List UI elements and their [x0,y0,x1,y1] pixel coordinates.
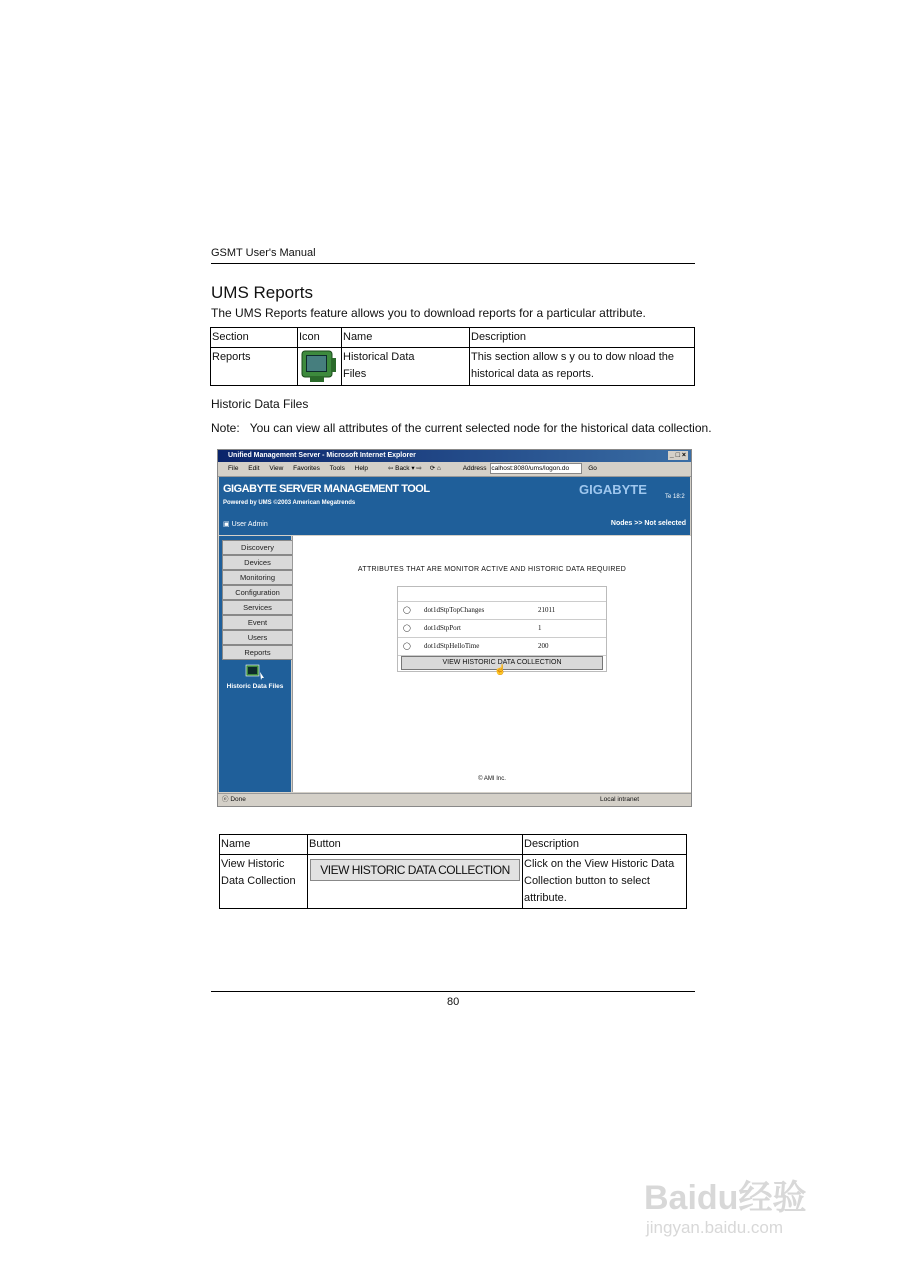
header-rule [211,263,695,264]
attribute-name: dot1dStpHelloTime [424,642,480,650]
th-description: Description [523,835,687,855]
status-text: Done [230,796,246,803]
note-text: You can view all attributes of the current selected node for the historical data collection. [249,421,712,435]
cell-name-line1: View Historic [221,858,285,870]
attribute-name: dot1dStpPort [424,624,461,632]
th-section: Section [211,328,298,348]
brand-logo: GIGABYTE [579,482,647,497]
cell-name-line2: Files [343,368,367,380]
user-icon: ▣ [223,521,230,528]
attribute-value: 1 [538,624,542,632]
app-banner [219,477,690,535]
footer-rule [211,991,695,992]
report-monitor-icon[interactable] [245,664,265,685]
cell-desc-line2: Collection button to select attribute. [524,875,650,904]
breadcrumb[interactable]: Nodes >> Not selected [610,520,686,527]
browser-screenshot [217,449,692,807]
banner-subtitle: Powered by UMS ©2003 American Megatrends [223,500,356,506]
reports-table [210,327,695,386]
ie-icon: ⓔ [222,796,229,803]
cell-name [220,855,308,909]
content-pane [292,536,691,792]
content-footer: © AMI Inc. [478,776,506,782]
refresh-icon[interactable]: ⟳ ⌂ [429,465,441,472]
page-number: 80 [447,996,460,1008]
cell-button [308,855,523,909]
address-input[interactable]: calhost:8080/ums/logon.do [490,463,582,474]
radio-button[interactable]: ◯ [403,607,411,614]
brand-sub: Te 18:2 [665,494,685,500]
watermark-logo: Baidu经验 [644,1179,807,1217]
menu-file[interactable]: File [228,465,239,472]
radio-button[interactable]: ◯ [403,625,411,632]
monitor-icon [298,348,338,385]
cell-description [470,348,695,386]
nav-monitoring[interactable]: Monitoring [222,570,293,585]
cell-icon [298,348,342,386]
watermark-url: jingyan.baidu.com [646,1218,784,1237]
menu-favorites[interactable]: Favorites [293,465,320,472]
th-button: Button [308,835,523,855]
go-button[interactable]: Go [588,465,597,472]
th-name: Name [220,835,308,855]
window-controls[interactable]: _ □ × [669,452,686,459]
view-historic-button[interactable]: VIEW HISTORIC DATA COLLECTION [401,656,603,670]
nav-services[interactable]: Services [222,600,293,615]
attribute-value: 21011 [538,606,556,614]
attribute-row [398,638,606,656]
note-label: Note: [211,421,240,435]
nav-devices[interactable]: Devices [222,555,293,570]
cell-description [523,855,687,909]
nav-users[interactable]: Users [222,630,293,645]
nav-discovery[interactable]: Discovery [222,540,293,555]
banner-title: GIGABYTE SERVER MANAGEMENT TOOL [223,483,430,495]
th-description: Description [470,328,695,348]
back-button[interactable]: ⇦ Back ▾ ⇨ [387,465,422,472]
view-historic-sample-button[interactable]: VIEW HISTORIC DATA COLLECTION [310,859,520,881]
subsection-title: Historic Data Files [211,397,309,411]
intranet-label: Local intranet [600,796,640,803]
cell-desc-line1: Click on the View Historic Data [524,858,675,870]
cell-desc-line2: historical data as reports. [471,368,594,380]
note [211,421,712,435]
th-name: Name [342,328,470,348]
menu-tools[interactable]: Tools [329,465,345,472]
cursor-icon: ☝ [494,665,507,676]
cell-name-line2: Data Collection [221,875,296,887]
section-title: UMS Reports [211,283,314,302]
cell-name-line1: Historical Data [343,351,415,363]
status-bar [218,793,691,806]
cell-section: Reports [211,348,298,386]
attribute-header-row [398,587,606,602]
cell-name [342,348,470,386]
intro-text: The UMS Reports feature allows you to download reports for a particular attribute. [211,306,646,320]
attribute-row [398,602,606,620]
menu-help[interactable]: Help [354,465,369,472]
window-titlebar [218,450,691,462]
window-title: Unified Management Server - Microsoft Internet Explorer [228,452,416,459]
menu-bar [218,462,691,477]
side-icon-label[interactable]: Historic Data Files [226,683,284,690]
nav-event[interactable]: Event [222,615,293,630]
cell-desc-line1: This section allow s y ou to dow nload the [471,351,675,363]
content-heading: ATTRIBUTES THAT ARE MONITOR ACTIVE AND HISTORIC DATA REQUIRED [357,566,627,573]
th-icon: Icon [298,328,342,348]
menu-view[interactable]: View [269,465,284,472]
attribute-name: dot1dStpTopChanges [424,606,485,614]
back-label: Back [395,465,410,472]
attribute-row [398,620,606,638]
address-label: Address [462,465,487,472]
side-nav [219,536,291,792]
nav-configuration[interactable]: Configuration [222,585,293,600]
nav-reports[interactable]: Reports [222,645,293,660]
manual-header: GSMT User's Manual [211,247,316,259]
radio-button[interactable]: ◯ [403,643,411,650]
attribute-value: 200 [538,642,549,650]
button-table [219,834,687,909]
attribute-table [397,586,607,676]
user-label [223,520,268,528]
menu-edit[interactable]: Edit [248,465,260,472]
user-name: User Admin [231,521,268,528]
